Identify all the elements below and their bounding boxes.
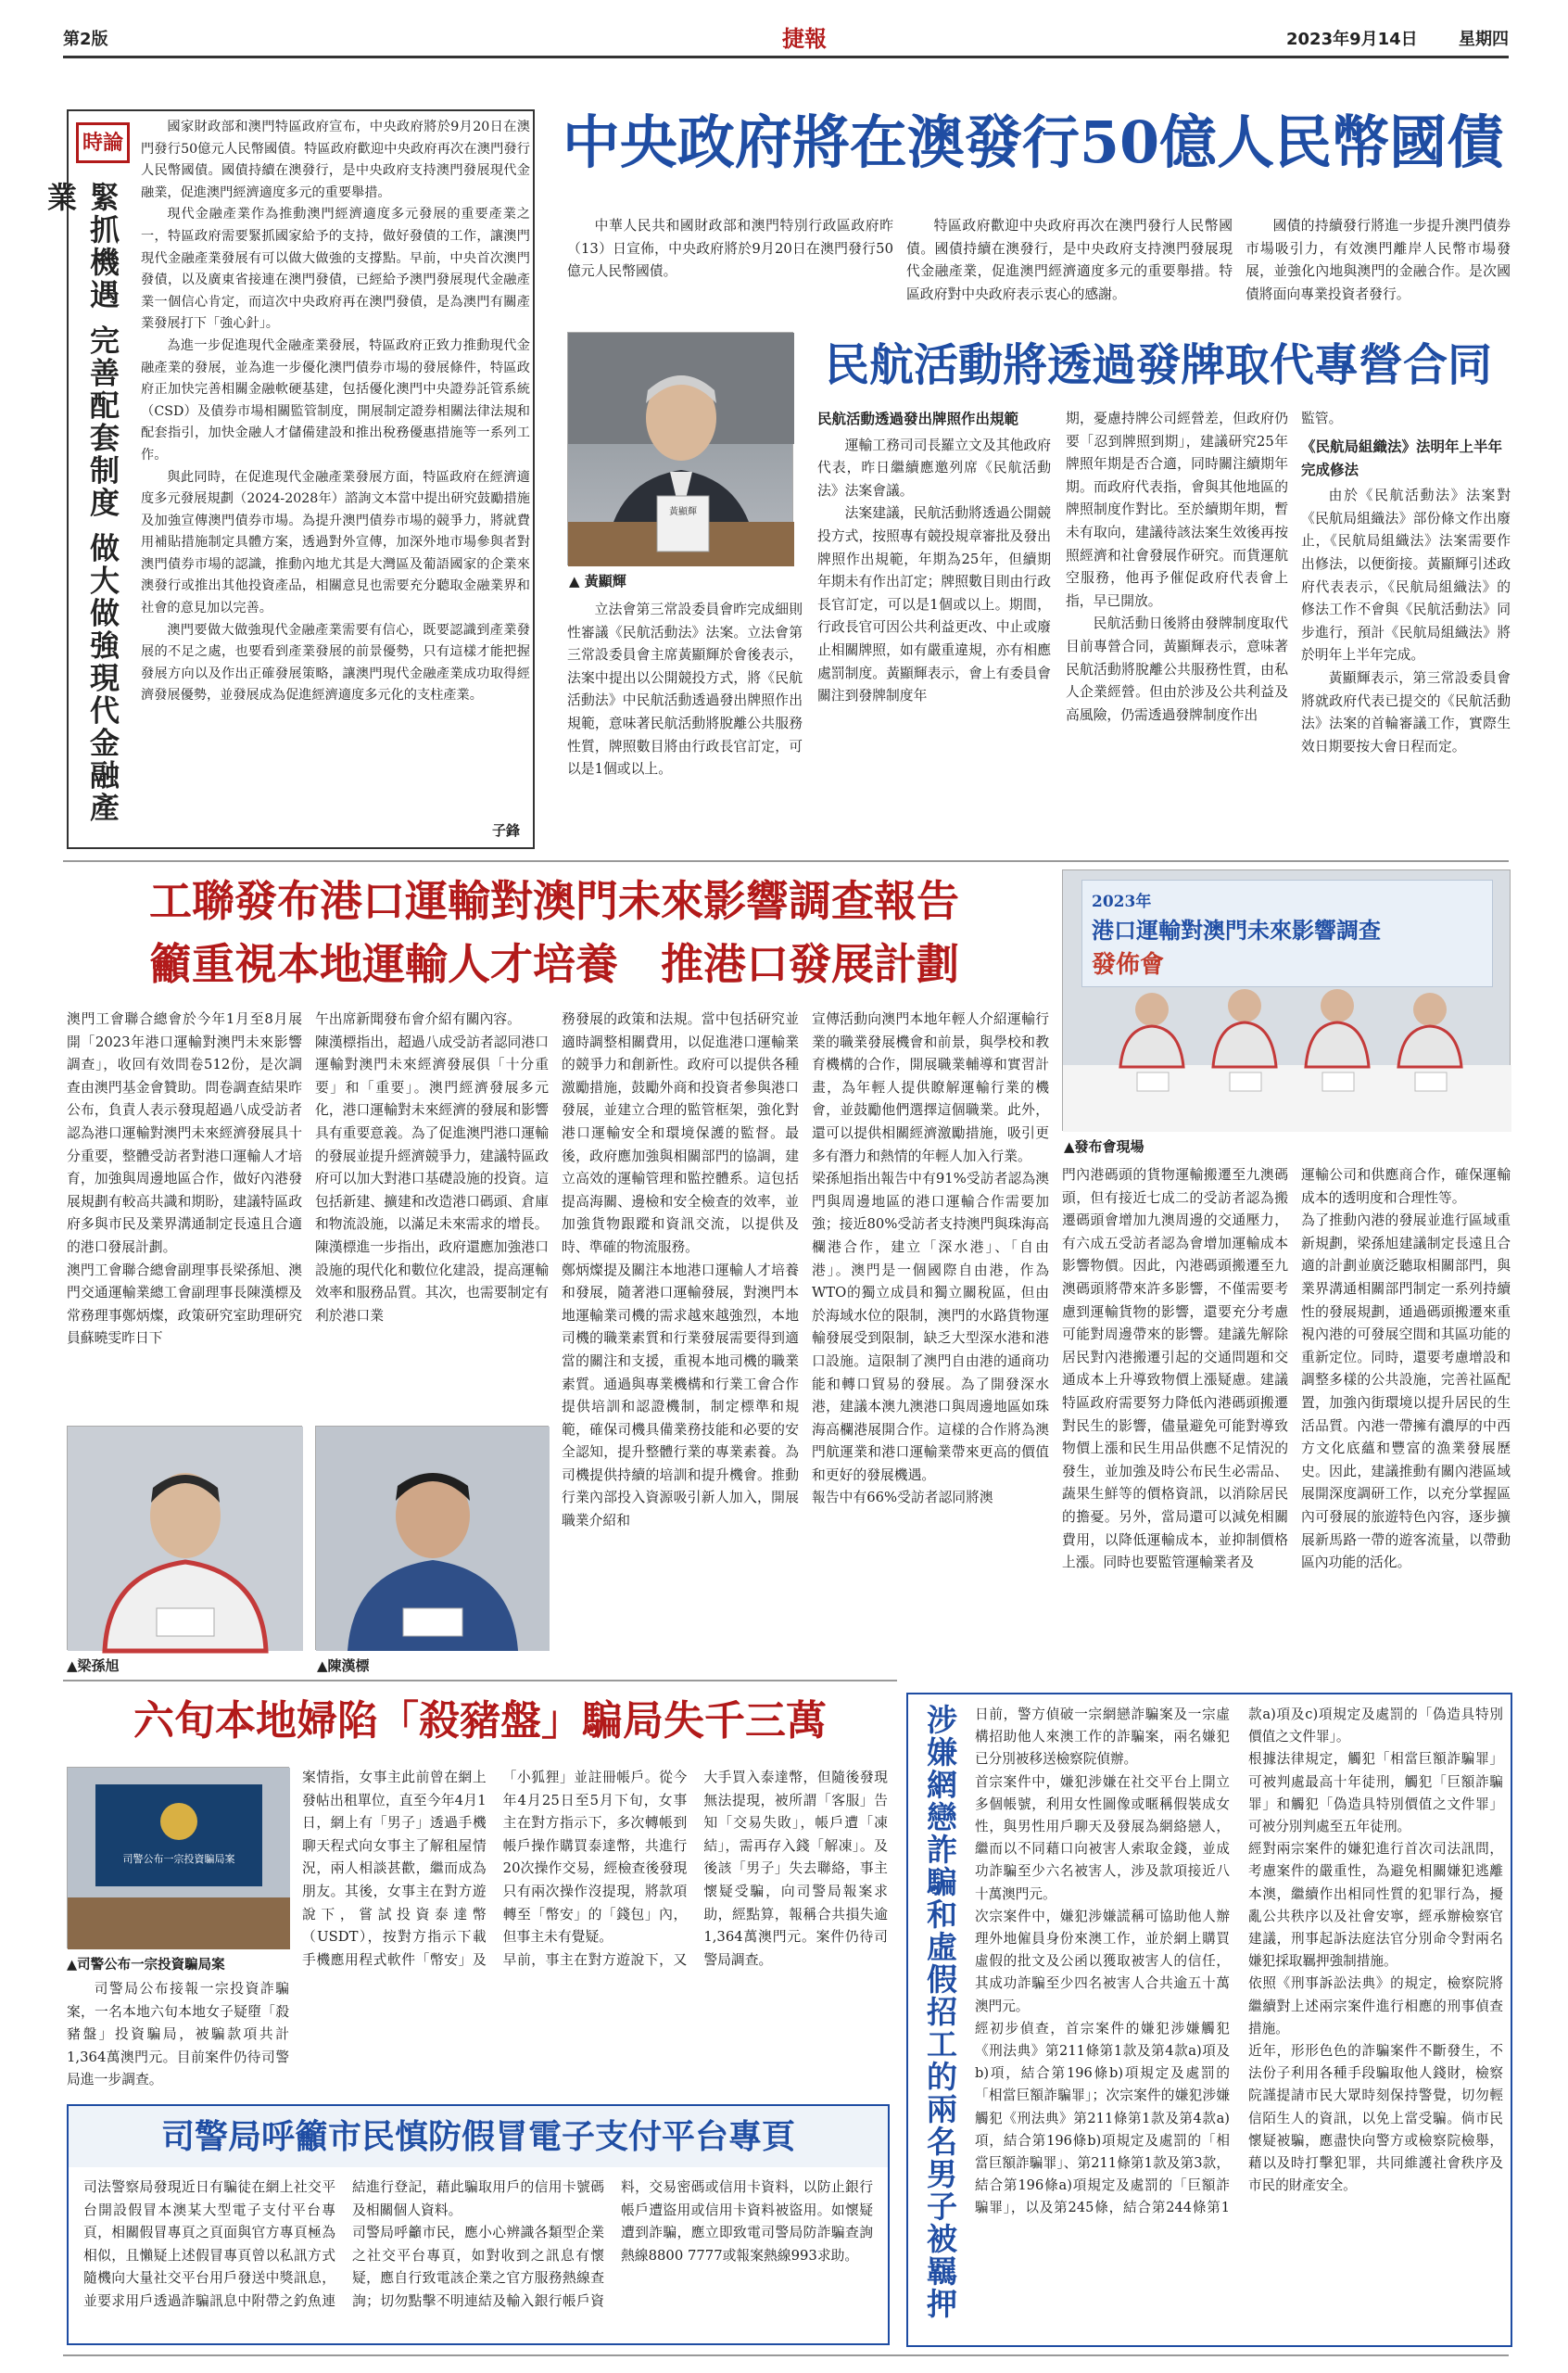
banner-title: 港口運輸對澳門未來影響調查 [1092, 917, 1381, 944]
commentary-para: 澳門要做大做強現代金融產業需要有信心，既要認識到產業發展的不足之處，也要看到產業發展的前景優勢，只有這樣才能把握發展方向以及作出正確發展策略，讓澳門現代金融產業成功取得經濟發展優勢，並發展成為促進經濟適度多元化的支柱產業。 [141, 622, 530, 704]
port-col-2: 午出席新聞發布會介紹有關內容。 陳漢標指出，超過八成受訪者認同港口運輸對澳門未來經濟發展俱「十分重要」和「重要」。澳門經濟發展多元化，港口運輸對未來經濟的發展和影響具有重要意義。為了促進澳門港口運輸的發展並提升經濟競爭力，建議特區政府可以加大對港口基礎設施的投資。這包括新建、擴建和改造港口碼頭、倉庫和物流設施，以滿足未來需求的增長。 陳漢標進一步指出，政府還應加強港口設施的現代化和數位化建設，提高運輸效率和服務品質。其次，也需要制定有利於港口業 [315, 1011, 549, 1324]
footer-rule [63, 2354, 1509, 2356]
scam-box [906, 1693, 1512, 2347]
bonds-para: 特區政府歡迎中央政府再次在澳門發行人民幣國債。國債持續在澳發行，是中央政府支持澳門發展現代金融產業，促進澳門經濟適度多元的重要舉措。特區政府對中央政府表示衷心的感謝。 [906, 218, 1233, 302]
commentary-para: 國家財政部和澳門特區政府宣布，中央政府將於9月20日在澳門發行50億元人民幣國債。特區政府歡迎中央政府再次在澳門發行人民幣國債。國債持續在澳發行，是中央政府支持澳門發展現代金融業，促進澳門經濟適度多元的重要舉措。 [141, 120, 530, 200]
aviation-col-1-body [817, 435, 1051, 818]
aviation-col-3-body [1301, 485, 1511, 837]
payment-body: 司法警察局發現近日有騙徒在網上社交平台開設假冒本澳某大型電子支付平台專頁，相關假冒專頁之頁面與官方專頁極為相似，且懶疑上述假冒專頁曾以私訊方式隨機向大量社交平台用戶發送中獎訊息，並要求用戶透過詐騙訊息中附帶之釣魚連結進行登記，藉此騙取用戶的信用卡號碼及相關個人資料。 司警局呼籲市民，應小心辨識各類型企業之社交平台專頁，如對收到之訊息有懷疑，應自行致電該企業之官方服務熱線查詢；切勿點擊不明連結及輸入銀行帳戶資料，交易密碼或信用卡資料，以防止銀行帳戶遭盜用或信用卡資料被盜用。如懷疑遭到詐騙，應立即致電司警局防詐騙查詢熱線8800 7777或報案熱線993求助。 [83, 2179, 873, 2309]
commentary-title: 緊抓機遇 完善配套制度 做大做強現代金融產業 [43, 182, 120, 825]
port-top-rule [63, 860, 1509, 862]
commentary-para: 為進一步促進現代金融產業發展，特區政府正致力推動現代金融產業的發展，並為進一步優化澳門債券市場的發展條件，特區政府正加快完善相關金融軟硬基建，包括優化澳門中央證券託管系統（CSD）及債券市場相關監管制度，開展制定證券相關法律法規和配套指引，加快金融人才儲備建設和推出稅務優惠措施等一系列工作。 [141, 337, 530, 463]
masthead [63, 20, 1509, 54]
fraud-headline: 六旬本地婦陷「殺豬盤」騙局失千三萬 [133, 1697, 827, 1745]
commentary-body [141, 117, 530, 818]
press-photo-caption: ▲發布會現場 [1064, 1138, 1144, 1155]
aviation-left-col [567, 599, 803, 844]
aviation-para: 法案建議，民航活動將透過公開競投方式，按照專有競投規章審批及發出牌照作出規範，年期為25年，但續期年期未有作出訂定；牌照數目則由行政長官訂定，可以是1個或以上。期間，行政長官可因公共利益更改、中止或廢止相關牌照，如有嚴重違規，亦有相應處罰制度。黃顯輝表示，會上有委員會關注到發牌制度年 [817, 505, 1051, 704]
scam-headline: 涉嫌網戀詐騙和虛假招工的兩名男子被羈押 [922, 1704, 958, 2320]
aviation-para: 由於《民航活動法》法案對《民航局組織法》部份條文作出廢止，《民航局組織法》法案需要作出修法，以便銜接。黃顯輝引述政府代表表示，《民航局組織法》的修法工作不會與《民航活動法》同步進行，預計《民航局組織法》將於明年上半年完成。 [1301, 488, 1511, 664]
scam-body: 日前，警方偵破一宗網戀詐騙案及一宗虛構招助他人來澳工作的詐騙案，兩名嫌犯已分別被移送檢察院偵辦。 首宗案件中，嫌犯涉嫌在社交平台上開立多個帳號，利用女性圖像或暱稱假裝成女性，與男性用戶聊天及發展為網絡戀人，繼而以不同藉口向被害人索取金錢，並成功詐騙至少六名被害人，涉及款項接近八十萬澳門元。 次宗案件中，嫌犯涉嫌謊稱可協助他人辦理外地僱員身份來澳工作，並於網上購買虛假的批文及公函以獲取被害人的信任，其成功詐騙至少四名被害人合共逾五十萬澳門元。 經初步偵查，首宗案件的嫌犯涉嫌觸犯《刑法典》第211條第1款及第4款a)項及b)項，結合第196條b)項規定及處罰的「相當巨額詐騙罪」；次宗案件的嫌犯涉嫌觸犯《刑法典》第211條第1款及第4款a)項，結合第196條b)項規定及處罰的「相當巨額詐騙罪」、第211條第1款及第3款，結合第196條a)項規定及處罰的「巨額詐騙罪」，以及第245條，結合第244條第1款a)項及c)項規定及處罰的「偽造具特別價值之文件罪」。 根據法律規定，觸犯「相當巨額詐騙罪」可被判處最高十年徒刑，觸犯「巨額詐騙罪」和觸犯「偽造具特別價值之文件罪」可被分別判處至五年徒刑。 經對兩宗案件的嫌犯進行首次司法訊問，考慮案件的嚴重性，為避免相關嫌犯逃離本澳，繼續作出相同性質的犯罪行為，擾亂公共秩序以及社會安寧，經承辦檢察官建議，刑事起訴法庭法官分別命令對兩名嫌犯採取羈押強制措施。 依照《刑事訴訟法典》的規定，檢察院將繼續對上述兩宗案件進行相應的刑事偵查措施。 近年，形形色色的詐騙案件不斷發生，不法份子利用各種手段騙取他人錢財，檢察院謹提請市民大眾時刻保持警覺，切勿輕信陌生人的資訊，以免上當受騙。倘市民懷疑被騙，應盡快向警方或檢察院檢舉，藉以及時打擊犯罪，共同維護社會秩序及市民的財產安全。 [975, 1707, 1503, 2216]
fraud-top-rule [63, 1680, 897, 1681]
aviation-col-3 [1301, 408, 1511, 844]
port-col-5: 門內港碼頭的貨物運輸搬遷至九澳碼頭，但有接近七成二的受訪者認為搬遷碼頭會增加九澳周邊的交通壓力，有六成五受訪者認為會增加運輸成本影響物價。因此，內港碼頭搬遷至九澳碼頭將帶來許多影響，不僅需要考慮到運輸貨物的影響，還要充分考慮可能對周邊帶來的影響。建議先解除居民對內港搬遷引起的交通問題和交通成本上升導致物價上漲疑慮。建議特區政府需要努力降低內港碼頭搬遷對民生的影響，儘量避免可能對導致物價上漲和民生用品供應不足情況的發生，並加強及時公布民生必需品、蔬果生鮮等的價格資訊，以消除居民的擔憂。另外，當局還可以減免相關費用，以降低運輸成本，並抑制價格上漲。同時也要監管運輸業者及 [1062, 1167, 1288, 1571]
bonds-col-3 [1246, 215, 1511, 315]
fraud-para: 司警局公布接報一宗投資詐騙案，一名本地六旬本地女子疑墮「殺豬盤」投資騙局，被騙款項共計1,364萬澳門元。目前案件仍待司警局進一步調查。 [67, 1981, 289, 2088]
port-headline-2: 籲重視本地運輸人才培養 推港口發展計劃 [149, 939, 959, 989]
huang-photo [567, 332, 793, 565]
chen-figure [316, 1427, 550, 1651]
fraud-photo [67, 1767, 289, 1948]
bonds-col-1 [567, 215, 893, 315]
fraud-photo-banner: 司警公布一宗投資騙局案 [122, 1853, 235, 1865]
bonds-headline: 中央政府將在澳發行50億人民幣國債 [562, 108, 1505, 176]
aviation-subhead-1: 民航活動透過發出牌照作出規範 [817, 410, 1019, 427]
port-col-3: 務發展的政策和法規。當中包括研究並適時調整相關費用，以促進港口運輸業的競爭力和創新性。政府可以提供各種激勵措施，鼓勵外商和投資者參與港口發展，並建立合理的監管框架，強化對港口運輸安全和環境保護的監督。最後，政府應加強與相關部門的協調，建立高效的運輸管理和監控體系。這包括提高海關、邊檢和安全檢查的效率，並加強貨物跟蹤和資訊交流，以提供及時、準確的物流服務。 鄭炳燦提及關注本地港口運輸人才培養和發展，隨著港口運輸發展，對澳門本地運輸業司機的需求越來越強烈，本地司機的職業素質和行業發展需要得到適當的關注和支援，重視本地司機的職業素質。通過與專業機構和行業工會合作提供培訓和認證機制，制定標準和規範，確保司機具備業務技能和必要的安全認知，提升整體行業的專業素養。為司機提供持續的培訓和提升機會。推動行業內部投入資源吸引新人加入，開展職業介紹和 [562, 1011, 799, 1529]
aviation-subhead-2: 《民航局組織法》法明年上半年完成修法 [1301, 438, 1503, 478]
banner-year: 2023年 [1092, 893, 1152, 911]
payment-box [67, 2104, 890, 2345]
bonds-para: 中華人民共和國財政部和澳門特別行政區政府昨（13）日宣佈，中央政府將於9月20日在澳門發行50億元人民幣國債。 [567, 218, 893, 280]
aviation-col-1 [817, 408, 1051, 844]
bonds-col-2 [906, 215, 1233, 315]
port-headline-1: 工聯發布港口運輸對澳門未來影響調查報告 [149, 876, 959, 926]
liang-photo [67, 1426, 302, 1650]
aviation-para: 運輸工務司司長羅立文及其他政府代表，昨日繼續應邀列席《民航活動法》法案會議。 [817, 437, 1051, 499]
aviation-col-2 [1066, 408, 1288, 844]
issue-date: 2023年9月14日 [1286, 30, 1418, 49]
aviation-para: 黃顯輝表示，第三常設委員會將就政府代表已提交的《民航活動法》法案的首輪審議工作，實際生效日期要按大會日程而定。 [1301, 669, 1511, 755]
aviation-para: 期，憂慮持牌公司經營差，但政府仍要「忍到牌照到期」，建議研究25年牌照年期是否合適，同時關注續期年期。而政府代表指，會與其他地區的牌照制度作對比。至於續期年期，暫未有取向，建議待該法案生效後再按照經濟和社會發展作研究。而貨運航空服務，他再予催促政府代表會上指，早已開放。 [1066, 411, 1288, 609]
liang-photo-caption: ▲梁孫旭 [67, 1657, 120, 1674]
fraud-body: 案情指，女事主此前曾在網上發帖出租單位，直至今年4月1日，網上有「男子」透過手機聊天程式向女事主了解租屋情況，兩人相談甚歡，繼而成為朋友。其後，女事主在對方遊說下，嘗試投資泰達幣（USDT），按對方指示下載手機應用程式軟件「幣安」及「小狐狸」並註冊帳戶。從今年4月25日至5月下旬，女事主在對方指示下，多次轉帳到帳戶操作購買泰達幣，共進行20次操作交易，經檢查後發現只有兩次操作沒提現，將款項轉至「幣安」的「錢包」內，但事主未有覺疑。 早前，事主在對方遊說下，又大手買入泰達幣，但隨後發現無法提現，被所謂「客服」告知「交易失敗」，帳戶遭「凍結」，需再存入錢「解凍」。及後該「男子」失去聯絡，事主懷疑受騙，向司警局報案求助，經點算，報稱合共損失逾1,364萬澳門元。案件仍待司警局調查。 [302, 1770, 888, 1968]
chen-photo-caption: ▲陳漢標 [317, 1657, 370, 1674]
aviation-para: 立法會第三常設委員會昨完成細則性審議《民航活動法》法案。立法會第三常設委員會主席黃顯輝於會後表示，法案中提出以公開競投方式，將《民航活動法》中民航活動透過發出牌照作出規範，意味著民航活動將脫離公共服務性質，牌照數目將由行政長官訂定，可以是1個或以上。 [567, 602, 803, 778]
masthead-rule [63, 56, 1509, 58]
aviation-headline: 民航活動將透過發牌取代專營合同 [824, 339, 1492, 391]
port-col-6: 運輸公司和供應商合作，確保運輸成本的透明度和合理性等。 為了推動內港的發展並進行區域重新規劃，梁孫旭建議制定長遠且合適的計劃並廣泛聽取相關部門，與業界溝通相關部門制定一系列持續性的發展規劃，通過碼頭搬遷來重視內港的可發展空間和其區功能的重新定位。同時，還要考慮增設和調整多樣的公共設施，完善社區配置，加強內街環境以提升居民的生活品質。內港一帶擁有濃厚的中西方文化底蘊和豐富的漁業發展歷史。因此，建議推動有關內港區域展開深度調研工作，以充分掌握區內可發展的旅遊特色內容，逐步擴展新馬路一帶的遊客流量，以帶動區內功能的活化。 [1301, 1167, 1511, 1571]
bonds-para: 國債的持續發行將進一步提升澳門債券市場吸引力，有效澳門離岸人民幣市場發展，並強化內地與澳門的金融合作。是次國債將面向專業投資者發行。 [1246, 218, 1511, 302]
newspaper-logo: 捷報 [782, 25, 827, 52]
portrait-figure [568, 333, 794, 566]
commentary-para: 與此同時，在促進現代金融產業發展方面，特區政府在經濟適度多元發展規劃（2024-2028年）諮詢文本當中提出研究鼓勵措施及加強宣傳澳門債券市場。為提升澳門債券市場的競爭力，將就費用補貼措施制定具體方案，透過對外宣傳，加深外地市場參與者對澳門債券市場的認識，推動內地尤其是大灣區及葡語國家的企業來澳發行或推出其他投資產品，相關意見也需要充分聽取金融業界和社會的意見加以完善。 [141, 469, 530, 616]
fraud-photo-caption: ▲司警公布一宗投資騙局案 [67, 1958, 225, 1973]
commentary-box [43, 109, 535, 849]
chen-photo [315, 1426, 549, 1650]
aviation-para: 民航活動日後將由發牌制度取代目前專營合同，黃顯輝表示，意味著民航活動將脫離公共服務性質，由私人企業經營。但由於涉及公共利益及高風險，仍需透過發牌制度作出 [1066, 615, 1288, 723]
press-conference-photo [1062, 869, 1511, 1131]
port-col-4: 宣傳活動向澳門本地年輕人介紹運輸行業的職業發展機會和前景，與學校和教育機構的合作，開展職業輔導和實習計畫，為年輕人提供瞭解運輸行業的機會，並鼓勵他們選擇這個職業。此外，還可以提供相關經濟激勵措施，吸引更多有潛力和熱情的年輕人加入行業。 梁孫旭指出報告中有91%受訪者認為澳門與周邊地區的港口運輸合作需要加強；接近80%受訪者支持澳門與珠海高欄港合作，建立「深水港」、「自由港」。澳門是一個國際自由港，作為WTO的獨立成員和獨立關稅區，但由於海域水位的限制，澳門的水路貨物運輸發展受到限制，缺乏大型深水港和港口設施。這限制了澳門自由港的通商功能和轉口貿易的發展。為了開發深水港，建議本澳九澳港口與周邊地區如珠海高欄港展開合作。這樣的合作將為澳門航運業和港口運輸業帶來更高的價值和更好的發展機遇。 報告中有66%受訪者認同將澳 [812, 1011, 1049, 1506]
nameplate: 黃顯輝 [669, 507, 697, 517]
payment-headline: 司警局呼籲市民慎防假冒電子支付平台專頁 [69, 2106, 888, 2167]
aviation-col-3-head: 監管。 [1301, 411, 1343, 426]
commentary-tag: 時論 [76, 122, 130, 163]
commentary-author: 子鋒 [491, 822, 520, 839]
weekday: 星期四 [1459, 30, 1509, 49]
huang-photo-caption: ▲ 黃顯輝 [569, 573, 626, 590]
page-number: 第2版 [63, 30, 108, 49]
banner-subtitle: 發佈會 [1092, 951, 1165, 979]
speakers-figures [1063, 870, 1511, 1132]
commentary-para: 現代金融產業作為推動澳門經濟適度多元發展的重要產業之一，特區政府需要緊抓國家給予的支持，做好發債的工作，讓澳門現代金融產業發展有可以做大做強的支撐點。早前，中央首次澳門發債，以及廣東省接連在澳門發債，已經給予澳門發展現代金融產業一個信心肯定，而這次中央政府再在澳門發債，是為澳門有關產業發展打下「強心針」。 [141, 207, 530, 332]
port-col-1: 澳門工會聯合總會於今年1月至8月展開「2023年港口運輸對澳門未來影響調查」，收回有效問卷512份，是次調查由澳門基金會贊助。問卷調查結果昨公布，負責人表示發現超過八成受訪者認為港口運輸對澳門未來經濟發展具十分重要，整體受訪者對港口運輸人才培育，加強與周邊地區合作，做好內港發展規劃有較高共識和期盼，建議特區政府多與市民及業界溝通制定長遠且合適的港口發展計劃。 澳門工會聯合總會副理事長梁孫旭、澳門交通運輸業總工會副理事長陳漢標及常務理事鄭炳燦，政策研究室助理研究員蘇曉雯昨日下 [67, 1011, 302, 1347]
fraud-below-photo [67, 1978, 289, 2093]
liang-figure [68, 1427, 303, 1651]
